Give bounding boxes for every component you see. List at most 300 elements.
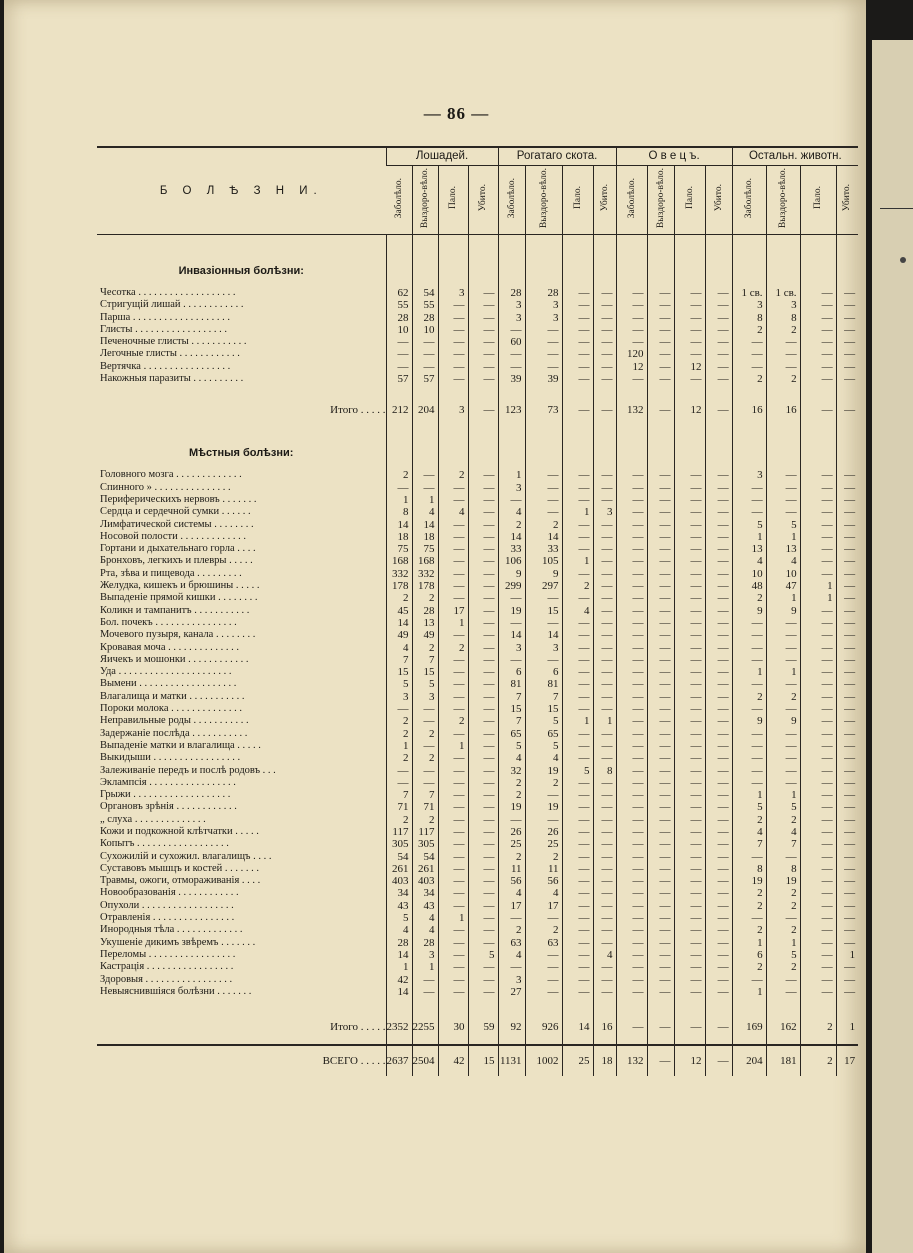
- row-label: Органовъ зрѣнія . . . . . . . . . . . .: [100, 801, 237, 813]
- empty-cell: [97, 385, 386, 399]
- row-label: Парша . . . . . . . . . . . . . . . . . . .: [100, 311, 230, 323]
- cell-value: —: [647, 399, 674, 421]
- empty-cell: [836, 1038, 858, 1045]
- cell-value: —: [800, 924, 836, 936]
- cell-value: —: [616, 838, 647, 850]
- table-row: [97, 629, 858, 641]
- cell-value: —: [562, 312, 593, 324]
- cell-value: —: [836, 924, 858, 936]
- cell-value: —: [525, 506, 562, 518]
- cell-value: 55: [412, 299, 438, 311]
- cell-value: 30: [438, 1016, 468, 1038]
- cell-value: 17: [438, 605, 468, 617]
- empty-cell: [766, 385, 800, 399]
- empty-cell: [800, 385, 836, 399]
- cell-value: —: [705, 752, 732, 764]
- cell-value: —: [800, 361, 836, 373]
- cell-value: 45: [386, 605, 412, 617]
- cell-value: 7: [386, 789, 412, 801]
- empty-cell: [386, 1038, 412, 1045]
- empty-cell: [836, 443, 858, 463]
- cell-value: —: [674, 666, 705, 678]
- empty-cell: [593, 421, 616, 443]
- empty-cell: [412, 443, 438, 463]
- cell-value: —: [800, 531, 836, 543]
- cell-value: —: [438, 752, 468, 764]
- empty-cell: [562, 443, 593, 463]
- cell-value: —: [836, 666, 858, 678]
- cell-value: 2: [498, 924, 525, 936]
- empty-cell: [705, 1038, 732, 1045]
- cell-value: —: [438, 629, 468, 641]
- cell-value: 14: [386, 519, 412, 531]
- cell-value: —: [674, 506, 705, 518]
- cell-value: —: [674, 568, 705, 580]
- cell-value: —: [562, 912, 593, 924]
- cell-value: —: [674, 777, 705, 789]
- cell-value: —: [647, 703, 674, 715]
- column-header: Заболѣло.: [386, 166, 412, 235]
- cell-value: 2255: [412, 1016, 438, 1038]
- cell-value: —: [616, 875, 647, 887]
- cell-value: 2: [498, 519, 525, 531]
- table-row: [97, 814, 858, 826]
- cell-value: —: [647, 617, 674, 629]
- cell-value: —: [705, 765, 732, 777]
- row-label: Опухоли . . . . . . . . . . . . . . . . . .: [100, 899, 234, 911]
- empty-cell: [705, 235, 732, 262]
- row-label: Головного мозга . . . . . . . . . . . . .: [100, 469, 242, 481]
- cell-value: —: [800, 299, 836, 311]
- cell-value: 1: [766, 789, 800, 801]
- empty-cell: [593, 385, 616, 399]
- cell-value: —: [705, 373, 732, 385]
- cell-value: 1 св.: [766, 287, 800, 299]
- empty-cell: [525, 443, 562, 463]
- cell-value: —: [468, 715, 498, 727]
- cell-value: —: [647, 506, 674, 518]
- cell-value: —: [438, 703, 468, 715]
- empty-cell: [674, 998, 705, 1016]
- empty-cell: [800, 261, 836, 281]
- cell-value: 14: [498, 629, 525, 641]
- row-label: Коликн и тампанитъ . . . . . . . . . . .: [100, 604, 250, 616]
- cell-value: 39: [498, 373, 525, 385]
- cell-value: —: [647, 519, 674, 531]
- column-header: Пало.: [438, 166, 468, 235]
- empty-cell: [800, 421, 836, 443]
- cell-value: —: [593, 974, 616, 986]
- row-label: Мочевого пузыря, канала . . . . . . . .: [100, 629, 256, 641]
- empty-cell: [647, 1038, 674, 1045]
- row-label: Инородныя тѣла . . . . . . . . . . . . .: [100, 924, 243, 936]
- cell-value: 28: [525, 287, 562, 299]
- cell-value: —: [468, 543, 498, 555]
- cell-value: —: [800, 617, 836, 629]
- cell-value: —: [438, 814, 468, 826]
- cell-value: —: [705, 814, 732, 826]
- empty-cell: [800, 235, 836, 262]
- cell-value: —: [836, 299, 858, 311]
- cell-value: —: [593, 875, 616, 887]
- empty-cell: [674, 261, 705, 281]
- cell-value: —: [705, 801, 732, 813]
- cell-value: —: [705, 863, 732, 875]
- cell-value: 81: [498, 678, 525, 690]
- cell-value: —: [616, 506, 647, 518]
- cell-value: —: [593, 814, 616, 826]
- cell-value: 48: [732, 580, 766, 592]
- cell-value: —: [674, 937, 705, 949]
- empty-cell: [438, 443, 468, 463]
- cell-value: 212: [386, 399, 412, 421]
- cell-value: —: [705, 555, 732, 567]
- cell-value: —: [800, 814, 836, 826]
- cell-value: —: [525, 986, 562, 998]
- cell-value: —: [562, 324, 593, 336]
- cell-value: —: [438, 312, 468, 324]
- cell-value: —: [468, 642, 498, 654]
- cell-value: —: [836, 691, 858, 703]
- cell-value: —: [674, 287, 705, 299]
- cell-value: 5: [386, 912, 412, 924]
- cell-value: 12: [674, 1045, 705, 1076]
- empty-cell: [674, 1038, 705, 1045]
- table-row: [97, 494, 858, 506]
- cell-value: —: [674, 531, 705, 543]
- cell-value: 3: [412, 691, 438, 703]
- cell-value: —: [616, 617, 647, 629]
- cell-value: 17: [836, 1045, 858, 1076]
- cell-value: 2: [412, 752, 438, 764]
- cell-value: —: [616, 801, 647, 813]
- cell-value: 57: [386, 373, 412, 385]
- cell-value: —: [616, 740, 647, 752]
- table-row: [97, 568, 858, 580]
- cell-value: 8: [386, 506, 412, 518]
- cell-value: —: [438, 555, 468, 567]
- cell-value: 18: [593, 1045, 616, 1076]
- empty-cell: [732, 443, 766, 463]
- cell-value: —: [468, 568, 498, 580]
- table-row: [97, 974, 858, 986]
- cell-value: —: [705, 875, 732, 887]
- cell-value: —: [593, 728, 616, 740]
- cell-value: 28: [412, 312, 438, 324]
- cell-value: —: [616, 312, 647, 324]
- empty-cell: [525, 385, 562, 399]
- cell-value: 28: [412, 605, 438, 617]
- empty-cell: [705, 385, 732, 399]
- cell-value: —: [705, 666, 732, 678]
- empty-cell: [97, 1038, 386, 1045]
- cell-value: —: [766, 361, 800, 373]
- cell-value: —: [647, 900, 674, 912]
- cell-value: —: [593, 900, 616, 912]
- cell-value: —: [674, 863, 705, 875]
- cell-value: —: [593, 373, 616, 385]
- cell-value: 75: [386, 543, 412, 555]
- cell-value: 2: [525, 851, 562, 863]
- cell-value: 33: [525, 543, 562, 555]
- cell-value: 2: [800, 1045, 836, 1076]
- cell-value: —: [593, 494, 616, 506]
- cell-value: 9: [525, 568, 562, 580]
- table-row: [97, 543, 858, 555]
- cell-value: —: [468, 703, 498, 715]
- spacer-row: [97, 421, 858, 443]
- cell-value: —: [616, 765, 647, 777]
- cell-value: 26: [498, 826, 525, 838]
- empty-cell: [732, 1038, 766, 1045]
- cell-value: —: [836, 336, 858, 348]
- cell-value: 25: [562, 1045, 593, 1076]
- cell-value: —: [705, 605, 732, 617]
- cell-value: —: [562, 851, 593, 863]
- empty-cell: [674, 235, 705, 262]
- column-header: Убито.: [468, 166, 498, 235]
- cell-value: 204: [412, 399, 438, 421]
- cell-value: 2: [386, 469, 412, 481]
- cell-value: 2: [525, 924, 562, 936]
- cell-value: —: [616, 555, 647, 567]
- cell-value: —: [800, 974, 836, 986]
- cell-value: —: [412, 348, 438, 360]
- cell-value: 18: [386, 531, 412, 543]
- cell-value: —: [498, 961, 525, 973]
- cell-value: —: [562, 399, 593, 421]
- cell-value: —: [800, 752, 836, 764]
- cell-value: —: [468, 506, 498, 518]
- cell-value: 1: [836, 949, 858, 961]
- cell-value: —: [498, 324, 525, 336]
- adjacent-page-mark: [900, 257, 906, 263]
- cell-value: —: [562, 336, 593, 348]
- cell-value: —: [705, 580, 732, 592]
- cell-value: —: [562, 482, 593, 494]
- table-row: [97, 580, 858, 592]
- cell-value: —: [674, 494, 705, 506]
- table-row: [97, 924, 858, 936]
- row-label: ВСЕГО . . . . .: [97, 1045, 386, 1076]
- cell-value: 178: [386, 580, 412, 592]
- cell-value: —: [800, 863, 836, 875]
- cell-value: 2: [386, 814, 412, 826]
- cell-value: 2: [386, 592, 412, 604]
- table-row: [97, 740, 858, 752]
- empty-cell: [412, 261, 438, 281]
- cell-value: 28: [498, 287, 525, 299]
- cell-value: —: [732, 728, 766, 740]
- cell-value: —: [593, 336, 616, 348]
- cell-value: —: [438, 531, 468, 543]
- cell-value: 7: [386, 654, 412, 666]
- cell-value: —: [593, 666, 616, 678]
- cell-value: 4: [498, 949, 525, 961]
- cell-value: —: [647, 765, 674, 777]
- empty-cell: [800, 1038, 836, 1045]
- empty-cell: [836, 998, 858, 1016]
- cell-value: —: [766, 728, 800, 740]
- cell-value: —: [836, 555, 858, 567]
- cell-value: —: [438, 863, 468, 875]
- row-label: „ слуха . . . . . . . . . . . . . .: [100, 813, 206, 825]
- cell-value: —: [647, 777, 674, 789]
- cell-value: —: [836, 961, 858, 973]
- cell-value: —: [562, 887, 593, 899]
- table-row: [97, 324, 858, 336]
- cell-value: —: [562, 801, 593, 813]
- empty-cell: [498, 235, 525, 262]
- cell-value: 14: [525, 531, 562, 543]
- cell-value: —: [438, 592, 468, 604]
- cell-value: 28: [386, 937, 412, 949]
- column-header: Убито.: [836, 166, 858, 235]
- table-body: [97, 235, 858, 1077]
- cell-value: —: [705, 961, 732, 973]
- cell-value: —: [732, 642, 766, 654]
- table-row: [97, 592, 858, 604]
- cell-value: —: [616, 543, 647, 555]
- cell-value: —: [647, 494, 674, 506]
- cell-value: —: [616, 629, 647, 641]
- cell-value: 81: [525, 678, 562, 690]
- cell-value: —: [616, 299, 647, 311]
- cell-value: —: [468, 299, 498, 311]
- cell-value: —: [674, 740, 705, 752]
- table-row: [97, 666, 858, 678]
- cell-value: —: [562, 863, 593, 875]
- cell-value: —: [674, 752, 705, 764]
- section-title: Инвазіонныя болѣзни:: [178, 264, 304, 277]
- cell-value: —: [468, 974, 498, 986]
- cell-value: 1: [766, 937, 800, 949]
- cell-value: —: [438, 691, 468, 703]
- cell-value: —: [766, 678, 800, 690]
- row-label: Переломы . . . . . . . . . . . . . . . . .: [100, 948, 236, 960]
- cell-value: —: [647, 605, 674, 617]
- cell-value: —: [674, 642, 705, 654]
- cell-value: —: [525, 336, 562, 348]
- cell-value: 42: [386, 974, 412, 986]
- cell-value: —: [438, 765, 468, 777]
- row-label: Гортани и дыхательнаго горла . . . .: [100, 543, 256, 555]
- empty-cell: [766, 235, 800, 262]
- cell-value: —: [562, 703, 593, 715]
- empty-cell: [732, 261, 766, 281]
- cell-value: —: [438, 580, 468, 592]
- cell-value: —: [674, 605, 705, 617]
- cell-value: —: [647, 789, 674, 801]
- cell-value: —: [705, 924, 732, 936]
- cell-value: 403: [386, 875, 412, 887]
- cell-value: —: [386, 777, 412, 789]
- cell-value: —: [800, 851, 836, 863]
- cell-value: —: [562, 937, 593, 949]
- cell-value: —: [562, 531, 593, 543]
- cell-value: —: [836, 580, 858, 592]
- cell-value: —: [647, 592, 674, 604]
- cell-value: 2: [386, 728, 412, 740]
- cell-value: —: [705, 324, 732, 336]
- cell-value: —: [562, 287, 593, 299]
- cell-value: —: [800, 715, 836, 727]
- empty-cell: [766, 998, 800, 1016]
- empty-cell: [647, 261, 674, 281]
- cell-value: —: [836, 703, 858, 715]
- cell-value: 2: [766, 691, 800, 703]
- empty-cell: [616, 235, 647, 262]
- cell-value: —: [468, 765, 498, 777]
- cell-value: 9: [766, 605, 800, 617]
- cell-value: —: [800, 654, 836, 666]
- empty-cell: [386, 421, 412, 443]
- cell-value: 1: [766, 531, 800, 543]
- cell-value: —: [766, 752, 800, 764]
- cell-value: —: [593, 287, 616, 299]
- empty-cell: [732, 998, 766, 1016]
- cell-value: —: [674, 887, 705, 899]
- cell-value: —: [438, 336, 468, 348]
- cell-value: —: [562, 568, 593, 580]
- cell-value: 7: [525, 691, 562, 703]
- cell-value: —: [616, 814, 647, 826]
- cell-value: 2: [732, 324, 766, 336]
- cell-value: —: [647, 937, 674, 949]
- cell-value: —: [468, 863, 498, 875]
- cell-value: —: [836, 494, 858, 506]
- cell-value: 305: [412, 838, 438, 850]
- table-row: [97, 654, 858, 666]
- empty-cell: [498, 421, 525, 443]
- cell-value: 204: [732, 1045, 766, 1076]
- cell-value: 5: [732, 519, 766, 531]
- cell-value: 9: [498, 568, 525, 580]
- cell-value: —: [705, 361, 732, 373]
- cell-value: 1131: [498, 1045, 525, 1076]
- diseases-column-header: Б О Л Ѣ З Н И.: [97, 147, 386, 235]
- cell-value: 1: [386, 740, 412, 752]
- table-row: [97, 691, 858, 703]
- table-row: [97, 851, 858, 863]
- cell-value: —: [438, 875, 468, 887]
- cell-value: —: [468, 752, 498, 764]
- cell-value: —: [647, 740, 674, 752]
- cell-value: —: [412, 974, 438, 986]
- cell-value: —: [525, 592, 562, 604]
- cell-value: —: [836, 629, 858, 641]
- cell-value: —: [732, 494, 766, 506]
- cell-value: —: [468, 887, 498, 899]
- cell-value: —: [732, 482, 766, 494]
- cell-value: —: [616, 605, 647, 617]
- cell-value: —: [593, 777, 616, 789]
- cell-value: —: [674, 826, 705, 838]
- column-header: Заболѣло.: [732, 166, 766, 235]
- cell-value: —: [562, 348, 593, 360]
- cell-value: —: [412, 361, 438, 373]
- cell-value: 56: [525, 875, 562, 887]
- cell-value: —: [836, 361, 858, 373]
- cell-value: 168: [412, 555, 438, 567]
- cell-value: —: [647, 312, 674, 324]
- cell-value: 1: [732, 531, 766, 543]
- cell-value: 33: [498, 543, 525, 555]
- cell-value: —: [562, 629, 593, 641]
- table-row: [97, 961, 858, 973]
- cell-value: 2: [438, 642, 468, 654]
- cell-value: —: [766, 986, 800, 998]
